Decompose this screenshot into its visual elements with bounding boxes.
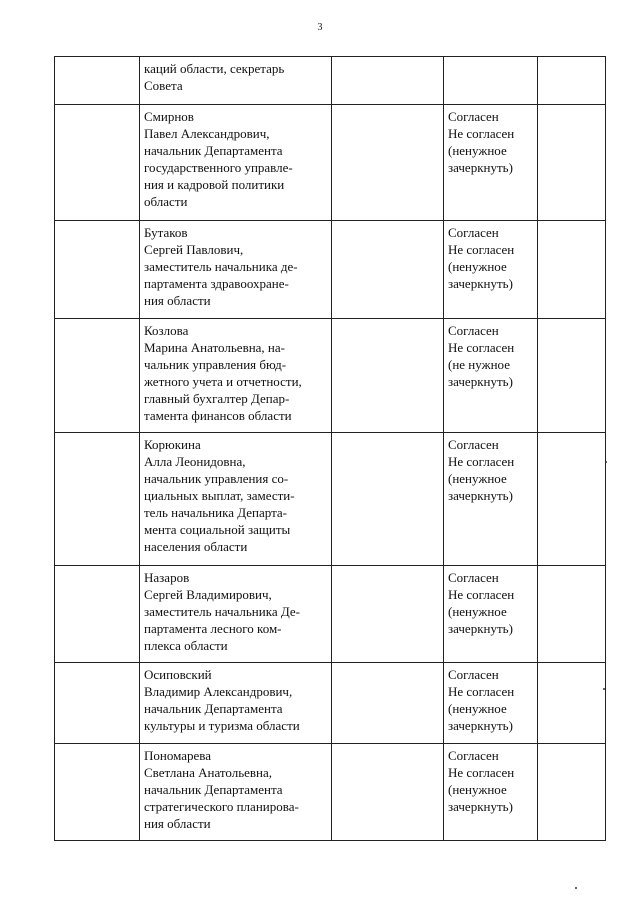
table-row [55, 433, 606, 566]
decision-cell: Согласен Не согласен (не нужное зачеркнуть) [444, 319, 538, 433]
date-cell [538, 663, 606, 744]
signature-cell [332, 221, 444, 319]
table-row [55, 744, 606, 841]
member-name-cell: Смирнов Павел Александрович, начальник Департамента государственного управле- ния и кадровой политики области [140, 105, 332, 221]
decision-cell: Согласен Не согласен (ненужное зачеркнуть) [444, 221, 538, 319]
signature-cell [332, 105, 444, 221]
member-name-cell: Бутаков Сергей Павлович, заместитель начальника де- партамента здравоохране- ния области [140, 221, 332, 319]
signature-cell [332, 566, 444, 663]
decision-cell: Согласен Не согласен (ненужное зачеркнуть) [444, 744, 538, 841]
date-cell [538, 105, 606, 221]
table-row [55, 663, 606, 744]
date-cell [538, 433, 606, 566]
scan-speck [603, 688, 605, 690]
decision-cell: Согласен Не согласен (ненужное зачеркнуть) [444, 433, 538, 566]
signature-cell [332, 663, 444, 744]
member-name-cell: каций области, секретарь Совета [140, 57, 332, 105]
signature-cell [332, 433, 444, 566]
date-cell [538, 319, 606, 433]
blank-cell [55, 105, 140, 221]
scan-speck [575, 887, 577, 889]
member-name-cell: Осиповский Владимир Александрович, начальник Департамента культуры и туризма области [140, 663, 332, 744]
member-name-cell: Козлова Марина Анатольевна, на- чальник управления бюд- жетного учета и отчетности, главный бухгалтер Депар- тамента финансов области [140, 319, 332, 433]
blank-cell [55, 57, 140, 105]
table-row [55, 57, 606, 105]
decision-cell: Согласен Не согласен (ненужное зачеркнуть) [444, 566, 538, 663]
date-cell [538, 566, 606, 663]
decision-cell: Согласен Не согласен (ненужное зачеркнуть) [444, 663, 538, 744]
blank-cell [55, 319, 140, 433]
blank-cell [55, 663, 140, 744]
page-number: 3 [317, 22, 323, 33]
blank-cell [55, 744, 140, 841]
table-row [55, 319, 606, 433]
table-row [55, 221, 606, 319]
decision-cell: Согласен Не согласен (ненужное зачеркнуть) [444, 105, 538, 221]
date-cell [538, 744, 606, 841]
signature-cell [332, 319, 444, 433]
table-row [55, 105, 606, 221]
member-name-cell: Назаров Сергей Владимирович, заместитель начальника Де- партамента лесного ком- плекса области [140, 566, 332, 663]
decision-cell [444, 57, 538, 105]
table-row [55, 566, 606, 663]
signature-cell [332, 744, 444, 841]
member-name-cell: Пономарева Светлана Анатольевна, начальник Департамента стратегического планирова- ния области [140, 744, 332, 841]
approval-table [54, 56, 606, 841]
date-cell [538, 221, 606, 319]
blank-cell [55, 433, 140, 566]
blank-cell [55, 221, 140, 319]
member-name-cell: Корюкина Алла Леонидовна, начальник управления со- циальных выплат, замести- тель начальника Департа- мента социальной защиты населения области [140, 433, 332, 566]
date-cell [538, 57, 606, 105]
signature-cell [332, 57, 444, 105]
blank-cell [55, 566, 140, 663]
scan-speck [605, 461, 607, 463]
